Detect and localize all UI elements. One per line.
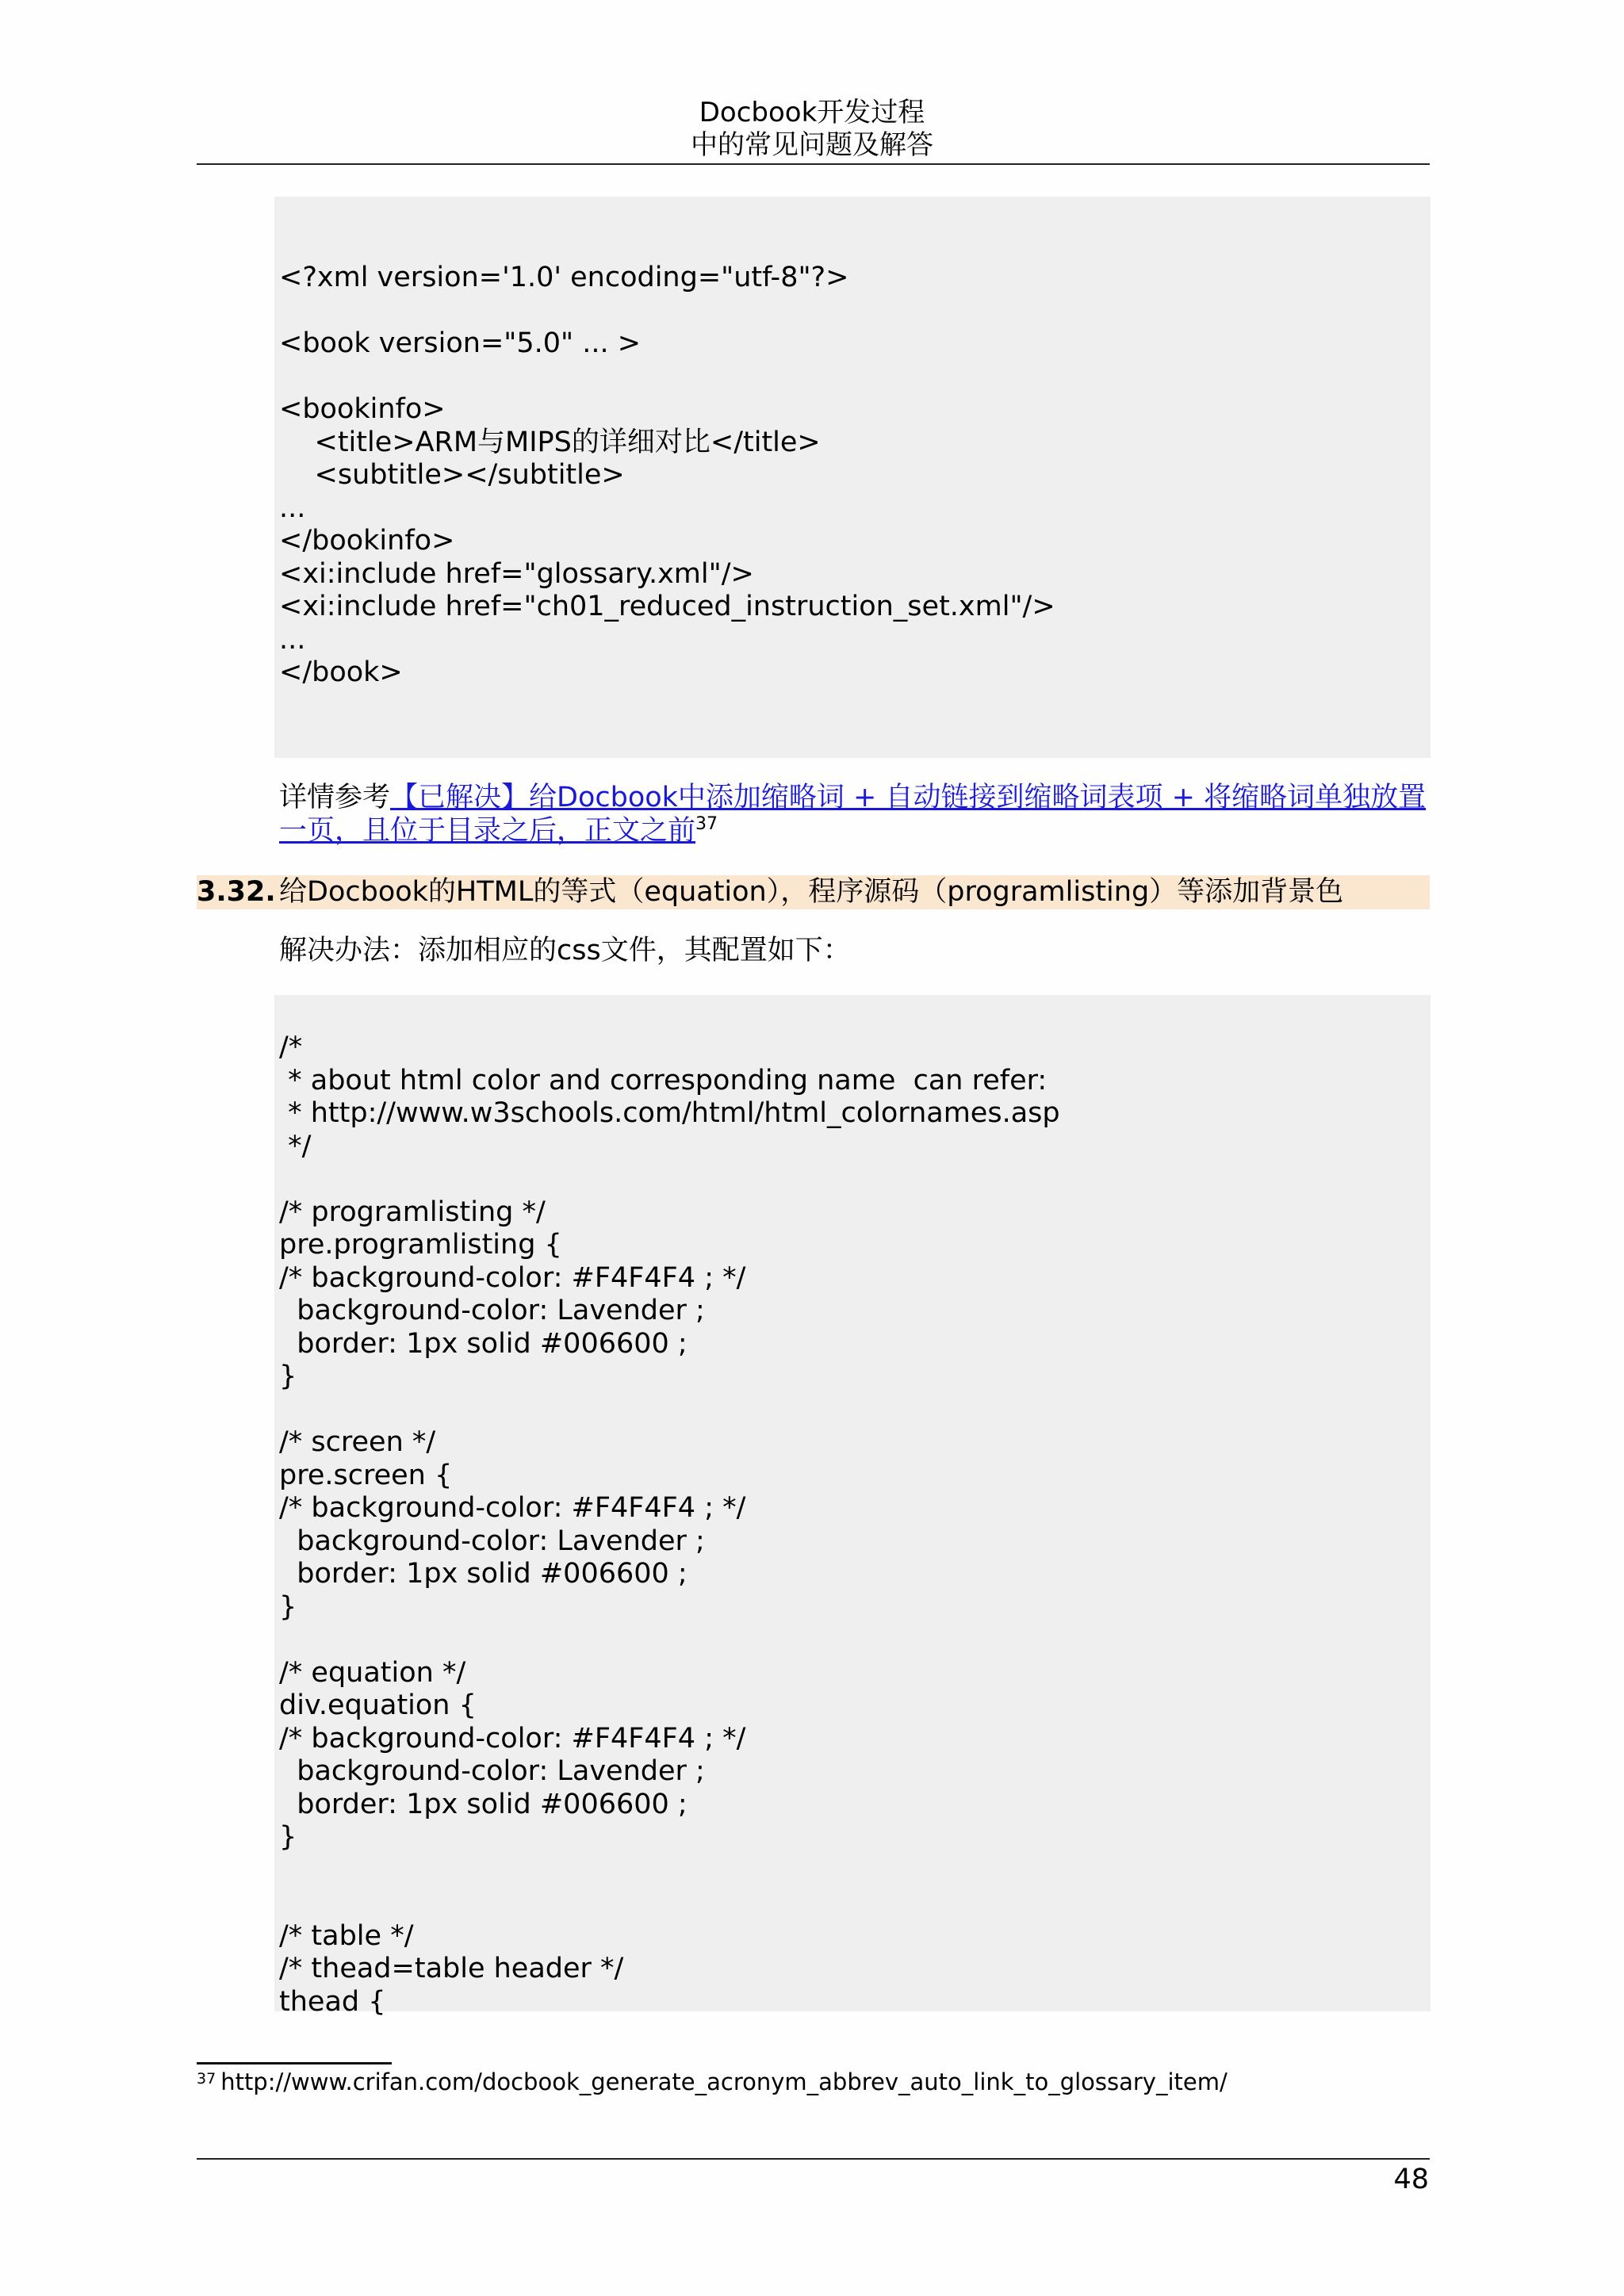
code-line: * about html color and corresponding name can refer: — [279, 1064, 1048, 1096]
footnote-number: 37 — [197, 2070, 216, 2087]
xml-code-block — [274, 197, 1431, 758]
code-line: <xi:include href="ch01_reduced_instruction_set.xml"/> — [279, 591, 1055, 622]
document-title-line-2: 中的常见问题及解答 — [691, 129, 933, 161]
code-line — [279, 1394, 1431, 1427]
code-line: * http://www.w3schools.com/html/html_colornames.asp — [279, 1097, 1060, 1129]
code-line: <bookinfo> — [279, 393, 446, 425]
code-line: border: 1px solid #006600 ; — [279, 1558, 688, 1590]
code-line: thead { — [279, 1985, 386, 2018]
code-line — [279, 1887, 1431, 1920]
code-line: /* thead=table header */ — [279, 1953, 624, 1984]
code-line: pre.programlisting { — [279, 1229, 562, 1261]
code-line: /* equation */ — [279, 1656, 466, 1689]
page-number: 48 — [1393, 2164, 1429, 2195]
code-line: /* screen */ — [279, 1426, 436, 1458]
code-line: <subtitle></subtitle> — [279, 459, 625, 491]
reference-link[interactable]: 【已解决】给Docbook中添加缩略词 + 自动链接到缩略词表项 + 将缩略词单独放置一页，且位于目录之后，正文之前 — [279, 782, 1427, 847]
code-line — [279, 361, 1431, 394]
see-also-prefix: 详情参考 — [279, 782, 391, 813]
solution-paragraph: 解决办法：添加相应的css文件，其配置如下： — [279, 935, 851, 966]
footnote-divider — [197, 2062, 392, 2064]
code-line: border: 1px solid #006600 ; — [279, 1788, 688, 1820]
footnote — [197, 2066, 1228, 2098]
code-line: } — [279, 1590, 297, 1623]
document-title-line-1: Docbook开发过程 — [699, 97, 925, 128]
code-line: <xi:include href="glossary.xml"/> — [279, 557, 754, 590]
code-line: } — [279, 1360, 297, 1392]
code-line: border: 1px solid #006600 ; — [279, 1327, 688, 1360]
code-line — [279, 295, 1431, 328]
code-line: <?xml version='1.0' encoding="utf-8"?> — [279, 262, 849, 293]
code-line: </bookinfo> — [279, 525, 455, 557]
code-line: background-color: Lavender ; — [279, 1525, 705, 1557]
code-line: <title>ARM与MIPS的详细对比</title> — [279, 426, 821, 458]
css-code-block — [274, 995, 1431, 2018]
code-line: background-color: Lavender ; — [279, 1755, 705, 1787]
code-line: /* background-color: #F4F4F4 ; */ — [279, 1261, 746, 1294]
code-line — [279, 1163, 1431, 1196]
code-line: background-color: Lavender ; — [279, 1295, 705, 1326]
code-line: /* — [279, 1031, 303, 1063]
code-line: */ — [279, 1130, 312, 1162]
footnote-url[interactable]: http://www.crifan.com/docbook_generate_acronym_abbrev_auto_link_to_glossary_item/ — [220, 2068, 1228, 2095]
code-line: </book> — [279, 656, 403, 688]
see-also-paragraph — [279, 781, 1437, 848]
code-line: /* programlisting */ — [279, 1196, 546, 1228]
section-title: 给Docbook的HTML的等式（equation），程序源码（programlisting）等添加背景色 — [279, 876, 1344, 908]
code-line: pre.screen { — [279, 1459, 453, 1491]
code-line: ... — [279, 623, 306, 656]
footnote-ref[interactable]: 37 — [695, 814, 718, 834]
code-line: /* background-color: #F4F4F4 ; */ — [279, 1722, 746, 1755]
code-line — [279, 1624, 1431, 1657]
code-line: } — [279, 1821, 297, 1853]
code-line: /* table */ — [279, 1919, 414, 1952]
code-line: ... — [279, 492, 306, 524]
code-line: /* background-color: #F4F4F4 ; */ — [279, 1492, 746, 1524]
code-line — [279, 1854, 1431, 1888]
code-line: <book version="5.0" ... > — [279, 327, 642, 359]
header-divider — [197, 163, 1430, 165]
code-line: div.equation { — [279, 1689, 477, 1721]
footer-divider — [197, 2158, 1430, 2160]
section-number: 3.32. — [197, 876, 276, 908]
